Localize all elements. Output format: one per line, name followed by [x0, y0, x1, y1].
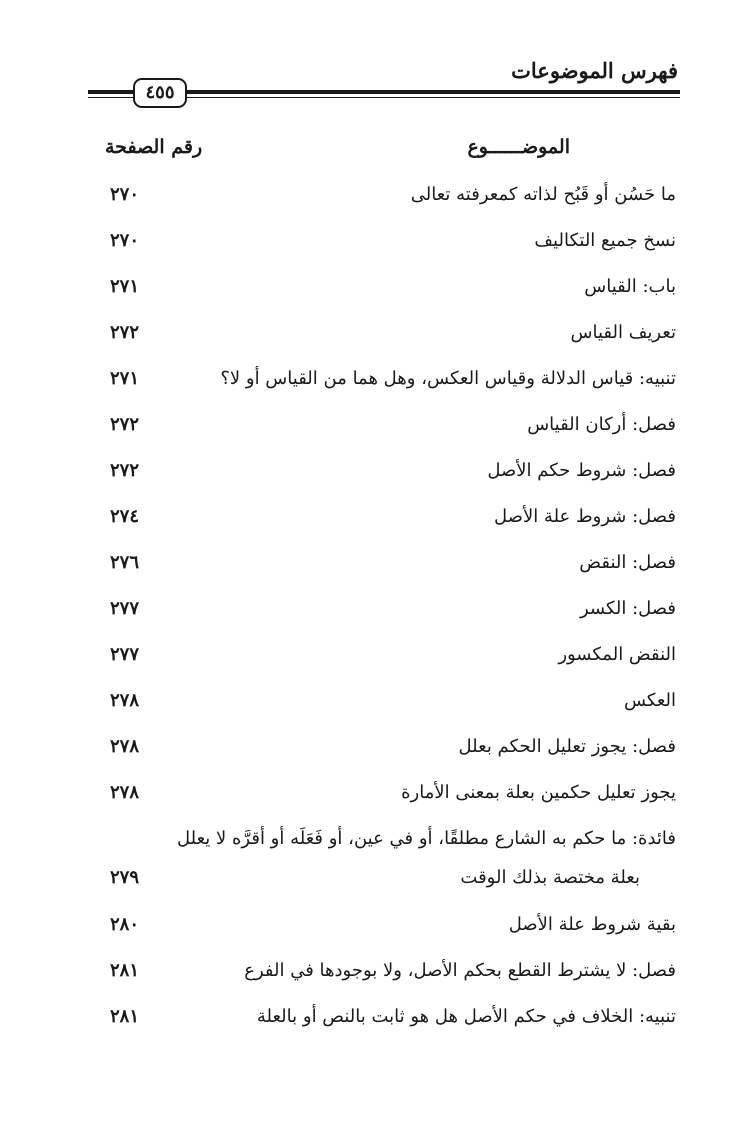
toc-entry-page: ٢٧١: [110, 276, 140, 297]
toc-entry-title: فصل: شروط حكم الأصل: [487, 460, 676, 481]
toc-entry-continuation: [0, 863, 748, 897]
toc-entry: [0, 456, 748, 490]
toc-entry-title: بعلة مختصة بذلك الوقت: [460, 867, 640, 888]
toc-entry-title: فصل: النقض: [579, 552, 676, 573]
toc-entry-title: تنبيه: الخلاف في حكم الأصل هل هو ثابت بالنص أو بالعلة: [256, 1006, 676, 1027]
toc-entry: [0, 410, 748, 444]
toc-entry: [0, 1002, 748, 1036]
toc-entry-title: تنبيه: قياس الدلالة وقياس العكس، وهل هما من القياس أو لا؟: [220, 368, 676, 389]
toc-entry-title: فصل: شروط علة الأصل: [494, 506, 676, 527]
toc-entry-title: بقية شروط علة الأصل: [508, 914, 676, 935]
toc-entry-page: ٢٧٢: [110, 460, 140, 481]
toc-entry-title: فصل: الكسر: [579, 598, 676, 619]
toc-entry-title: فصل: أركان القياس: [527, 414, 676, 435]
toc-entry-title: فائدة: ما حكم به الشارع مطلقًا، أو في عين، أو فَعَلَه أو أقرَّه لا يعلل: [177, 828, 676, 849]
toc-entry-title: تعريف القياس: [570, 322, 676, 343]
toc-entry: [0, 640, 748, 674]
toc-entry-title: النقض المكسور: [558, 644, 676, 665]
toc-entry-page: ٢٧٧: [110, 598, 140, 619]
toc-entry-title: فصل: يجوز تعليل الحكم بعلل: [458, 736, 676, 757]
toc-entry-page: ٢٧٦: [110, 552, 140, 573]
toc-entry: [0, 318, 748, 352]
toc-entry-page: ٢٨١: [110, 960, 140, 981]
toc-entry-page: ٢٧٨: [110, 782, 140, 803]
toc-entry: [0, 272, 748, 306]
toc-entry-page: ٢٨١: [110, 1006, 140, 1027]
toc-entry: [0, 364, 748, 398]
toc-entry-page: ٢٧٢: [110, 414, 140, 435]
toc-entry: [0, 824, 748, 858]
toc-entry: [0, 180, 748, 214]
toc-entry-page: ٢٧٧: [110, 644, 140, 665]
toc-entry-page: ٢٧٨: [110, 690, 140, 711]
toc-entry: [0, 956, 748, 990]
toc-entry-title: ما حَسُن أو قَبُح لذاته كمعرفته تعالى: [410, 184, 676, 205]
toc-entry-page: ٢٧٠: [110, 230, 140, 251]
toc-entry-title: يجوز تعليل حكمين بعلة بمعنى الأمارة: [401, 782, 676, 803]
toc-entry: [0, 594, 748, 628]
toc-entry: [0, 502, 748, 536]
toc-entry: [0, 910, 748, 944]
toc-entry-page: ٢٧٩: [110, 867, 140, 888]
toc-entry-title: باب: القياس: [584, 276, 676, 297]
toc-entry: [0, 778, 748, 812]
column-header-topic: الموضــــــوع: [467, 136, 570, 158]
running-title: فهرس الموضوعات: [511, 58, 678, 83]
toc-entry: [0, 732, 748, 766]
toc-entry: [0, 686, 748, 720]
toc-entry: [0, 548, 748, 582]
toc-entry-page: ٢٧٢: [110, 322, 140, 343]
toc-entry-title: العكس: [623, 690, 676, 711]
toc-entry-page: ٢٧١: [110, 368, 140, 389]
toc-entry-page: ٢٧٨: [110, 736, 140, 757]
toc-entry-page: ٢٧٤: [110, 506, 140, 527]
page-number: ٤٥٥: [133, 78, 187, 108]
toc-entry-title: فصل: لا يشترط القطع بحكم الأصل، ولا بوجودها في الفرع: [244, 960, 676, 981]
column-header-page: رقم الصفحة: [105, 136, 203, 158]
toc-entry-title: نسخ جميع التكاليف: [534, 230, 676, 251]
toc-entry-page: ٢٧٠: [110, 184, 140, 205]
toc-entry: [0, 226, 748, 260]
toc-entry-page: ٢٨٠: [110, 914, 140, 935]
